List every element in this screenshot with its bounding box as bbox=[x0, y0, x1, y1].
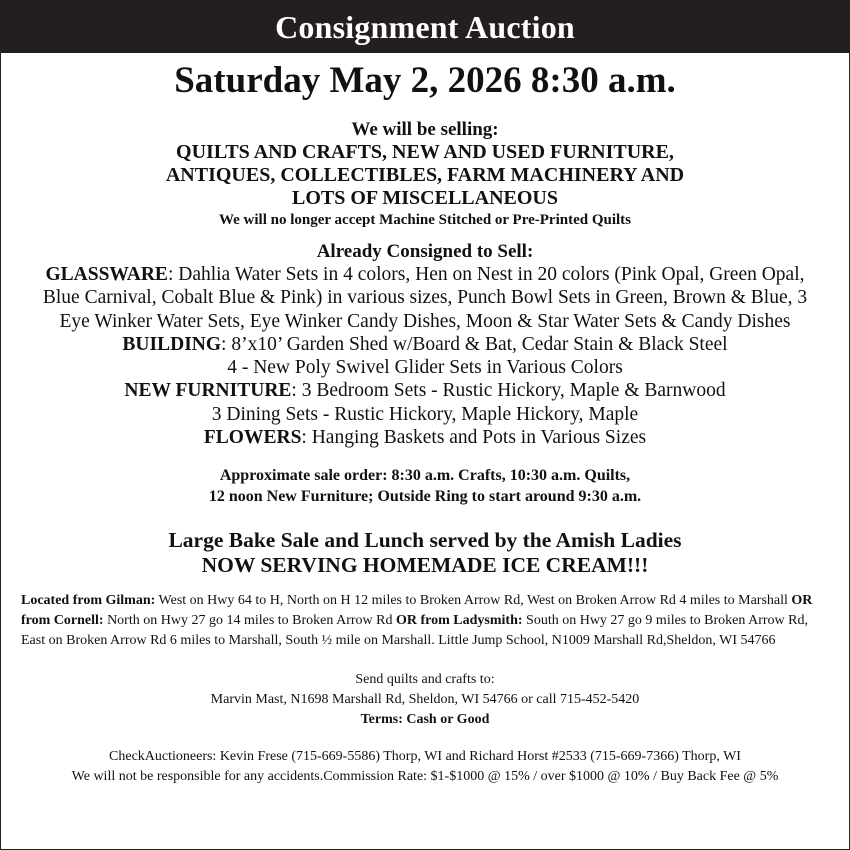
flowers-label: FLOWERS bbox=[203, 427, 302, 449]
ad-title: Consignment Auction bbox=[275, 8, 575, 45]
selling-line: ANTIQUES, COLLECTIBLES, FARM MACHINERY AND bbox=[165, 164, 685, 186]
building-item bbox=[31, 333, 819, 356]
bake-sale bbox=[1, 528, 849, 578]
send-address: Marvin Mast, N1698 Marshall Rd, Sheldon, WI 54766 or call 715-452-5420 bbox=[210, 692, 640, 708]
building-text: : 8’x10’ Garden Shed w/Board & Bat, Cedar Stain & Black Steel bbox=[221, 333, 728, 355]
terms: Terms: Cash or Good bbox=[360, 712, 490, 728]
selling-line: LOTS OF MISCELLANEOUS bbox=[292, 187, 558, 209]
directions-text-ladysmith: South on Hwy 27 go 9 miles to Broken Arrow Rd, East on Broken Arrow Rd 6 miles to Marshall, South ½ mile on Marshall. Little Jump School, N1009 Marshall Rd,Sheldon, WI 54766 bbox=[21, 613, 808, 649]
sale-order-line: 12 noon New Furniture; Outside Ring to start around 9:30 a.m. bbox=[208, 488, 642, 506]
consigned-title: Already Consigned to Sell: bbox=[316, 241, 534, 262]
directions bbox=[1, 591, 849, 651]
sale-order bbox=[1, 465, 849, 507]
send-line: Send quilts and crafts to: bbox=[355, 672, 495, 688]
consigned-list bbox=[1, 263, 849, 449]
furniture-text: : 3 Bedroom Sets - Rustic Hickory, Maple & Barnwood bbox=[291, 380, 726, 402]
directions-text-cornell: North on Hwy 27 go 14 miles to Broken Arrow Rd bbox=[103, 613, 396, 629]
auctioneers: CheckAuctioneers: Kevin Frese (715-669-5586) Thorp, WI and Richard Horst #2533 (715-669-7366) Thorp, WI bbox=[109, 749, 741, 765]
building-label: BUILDING bbox=[122, 333, 222, 355]
directions-label-cornell: OR from Cornell: bbox=[21, 593, 813, 629]
furniture-extra: 3 Dining Sets - Rustic Hickory, Maple Hickory, Maple bbox=[211, 403, 639, 425]
glassware-text: : Dahlia Water Sets in 4 colors, Hen on Nest in 20 colors (Pink Opal, Green Opal, Blue Carnival, Cobalt Blue & Pink) in various sizes, Punch Bowl Sets in Green, Brown & Blue, 3 Eye Winker Water Sets, Eye Winker Candy Dishes, Moon & Star Water Sets & Candy Dishes bbox=[42, 264, 808, 332]
directions-label-ladysmith: OR from Ladysmith: bbox=[396, 613, 523, 629]
selling-items bbox=[1, 141, 849, 210]
building-extra: 4 - New Poly Swivel Glider Sets in Various Colors bbox=[227, 357, 623, 379]
auction-date: Saturday May 2, 2026 8:30 a.m. bbox=[174, 60, 676, 101]
ice-cream-line: NOW SERVING HOMEMADE ICE CREAM!!! bbox=[201, 553, 649, 578]
commission-rate: We will not be responsible for any accidents.Commission Rate: $1-$1000 @ 15% / over $1000 @ 10% / Buy Back Fee @ 5% bbox=[71, 769, 779, 785]
flowers-text: : Hanging Baskets and Pots in Various Sizes bbox=[301, 427, 647, 449]
selling-line: QUILTS AND CRAFTS, NEW AND USED FURNITURE, bbox=[176, 141, 674, 163]
bake-sale-line: Large Bake Sale and Lunch served by the Amish Ladies bbox=[168, 528, 682, 553]
glassware-item bbox=[31, 263, 819, 333]
send-info bbox=[1, 670, 849, 730]
quilt-notice: We will no longer accept Machine Stitched or Pre-Printed Quilts bbox=[218, 212, 632, 228]
flowers-item bbox=[31, 426, 819, 449]
furniture-item bbox=[31, 379, 819, 402]
footer bbox=[1, 747, 849, 787]
directions-text-gilman: West on Hwy 64 to H, North on H 12 miles to Broken Arrow Rd, West on Broken Arrow Rd 4 miles to Marshall bbox=[155, 593, 792, 609]
furniture-label: NEW FURNITURE bbox=[124, 380, 292, 402]
directions-label-gilman: Located from Gilman: bbox=[21, 593, 156, 609]
glassware-label: GLASSWARE bbox=[45, 264, 168, 285]
sale-order-line: Approximate sale order: 8:30 a.m. Crafts, 10:30 a.m. Quilts, bbox=[219, 467, 631, 485]
selling-intro: We will be selling: bbox=[351, 119, 499, 140]
header-bar bbox=[1, 1, 849, 53]
